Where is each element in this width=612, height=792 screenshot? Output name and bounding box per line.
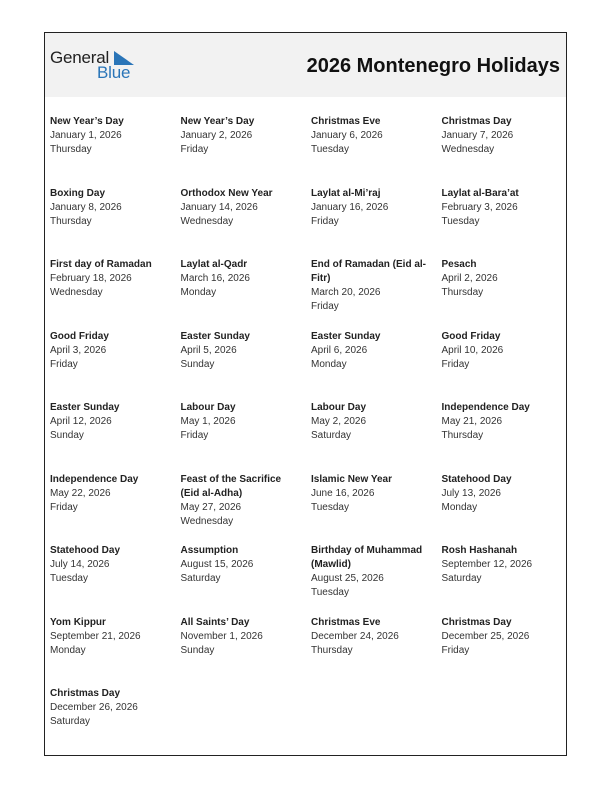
holiday-date: January 1, 2026 xyxy=(50,130,122,141)
holiday-name: First day of Ramadan xyxy=(50,259,152,270)
holiday-name: Boxing Day xyxy=(50,187,106,199)
holiday-name: Laylat al-Mi’raj xyxy=(311,187,381,199)
holiday-date: May 27, 2026 xyxy=(180,501,242,513)
holiday-name: All Saints’ Day xyxy=(180,616,250,628)
holiday-date: January 2, 2026 xyxy=(180,130,253,141)
holiday-name: Orthodox New Year xyxy=(180,187,273,199)
holiday-entry xyxy=(50,616,181,688)
holiday-entry xyxy=(311,401,442,473)
holiday-date: May 2, 2026 xyxy=(311,416,367,427)
holiday-date: May 1, 2026 xyxy=(180,416,236,427)
holiday-entry xyxy=(181,115,312,187)
holiday-weekday: Friday xyxy=(50,358,78,370)
holiday-date: May 21, 2026 xyxy=(441,416,503,427)
logo-text-general: General xyxy=(50,48,110,67)
holiday-date: April 2, 2026 xyxy=(441,273,498,284)
holiday-weekday: Wednesday xyxy=(180,515,234,527)
holiday-name: Labour Day xyxy=(311,402,367,413)
holiday-weekday: Wednesday xyxy=(180,215,234,227)
holiday-weekday: Friday xyxy=(50,501,78,513)
holiday-date: September 12, 2026 xyxy=(441,559,533,570)
holiday-name: Christmas Eve xyxy=(311,616,381,628)
holiday-date: December 24, 2026 xyxy=(311,630,399,642)
holiday-weekday: Saturday xyxy=(180,573,221,584)
holiday-weekday: Monday xyxy=(311,358,347,370)
holiday-entry xyxy=(181,544,312,616)
holiday-entry xyxy=(442,616,568,688)
holiday-weekday: Thursday xyxy=(311,644,353,656)
holiday-entry xyxy=(50,258,181,330)
holiday-entry xyxy=(311,473,442,545)
logo-text-blue: Blue xyxy=(97,63,131,82)
holiday-weekday: Tuesday xyxy=(311,587,349,598)
holiday-weekday: Monday xyxy=(50,644,86,656)
holiday-weekday: Thursday xyxy=(50,215,92,227)
holiday-name: New Year’s Day xyxy=(180,116,255,127)
holiday-entry xyxy=(50,330,181,402)
holiday-date: April 3, 2026 xyxy=(50,344,107,356)
holiday-date: February 18, 2026 xyxy=(50,273,132,284)
holiday-weekday: Friday xyxy=(441,644,470,656)
holiday-name: Independence Day xyxy=(50,473,139,485)
holiday-entry xyxy=(311,115,442,187)
holiday-date: January 6, 2026 xyxy=(311,130,383,141)
holiday-weekday: Thursday xyxy=(50,144,92,155)
holiday-name: Easter Sunday xyxy=(50,402,120,413)
holiday-date: August 15, 2026 xyxy=(180,559,254,570)
holiday-name: Rosh Hashanah xyxy=(441,545,518,556)
holiday-date: August 25, 2026 xyxy=(311,573,384,584)
holiday-name: Christmas Eve xyxy=(311,116,381,127)
holiday-weekday: Friday xyxy=(311,215,339,227)
holiday-weekday: Friday xyxy=(441,358,470,370)
holiday-weekday: Monday xyxy=(441,501,478,513)
holiday-weekday: Saturday xyxy=(50,716,91,727)
holiday-weekday: Saturday xyxy=(441,573,482,584)
holiday-entry xyxy=(442,330,568,402)
holiday-grid xyxy=(50,115,567,756)
holiday-entry xyxy=(311,544,442,616)
holiday-date: January 14, 2026 xyxy=(180,201,258,213)
holiday-date: April 6, 2026 xyxy=(311,344,368,356)
holiday-name: Pesach xyxy=(441,259,477,270)
holiday-weekday: Sunday xyxy=(180,358,215,370)
holiday-entry xyxy=(311,616,442,688)
holiday-entry xyxy=(181,401,312,473)
holiday-name: Labour Day xyxy=(180,402,236,413)
holiday-date: December 25, 2026 xyxy=(441,630,530,642)
holiday-name: Statehood Day xyxy=(50,545,121,556)
page-frame xyxy=(44,32,567,756)
holiday-entry xyxy=(50,115,181,187)
holiday-date: January 8, 2026 xyxy=(50,201,122,213)
holiday-weekday: Thursday xyxy=(441,430,484,441)
holiday-name: Laylat al-Bara’at xyxy=(441,187,519,199)
holiday-entry xyxy=(50,687,181,756)
holiday-date: February 3, 2026 xyxy=(441,201,518,213)
holiday-entry xyxy=(311,187,442,259)
holiday-name: Good Friday xyxy=(441,330,501,342)
holiday-date: March 16, 2026 xyxy=(180,273,250,284)
holiday-name: Statehood Day xyxy=(441,473,512,485)
holiday-entry xyxy=(50,401,181,473)
holiday-entry xyxy=(50,187,181,259)
holiday-date: April 5, 2026 xyxy=(180,344,237,356)
header-band xyxy=(45,33,566,97)
holiday-date: May 22, 2026 xyxy=(50,487,111,499)
holiday-date: January 7, 2026 xyxy=(441,130,514,141)
holiday-entry xyxy=(442,258,568,330)
holiday-name: Independence Day xyxy=(441,402,530,413)
holiday-name: End of Ramadan (Eid al-Fitr) xyxy=(311,259,427,284)
holiday-weekday: Friday xyxy=(180,144,209,155)
holiday-weekday: Wednesday xyxy=(441,144,495,155)
holiday-date: July 13, 2026 xyxy=(441,487,501,499)
holiday-weekday: Sunday xyxy=(50,430,84,441)
holiday-name: Laylat al-Qadr xyxy=(180,259,248,270)
holiday-date: April 12, 2026 xyxy=(50,416,112,427)
holiday-entry xyxy=(442,401,568,473)
holiday-name: Yom Kippur xyxy=(50,616,106,628)
holiday-name: Christmas Day xyxy=(441,116,512,127)
holiday-date: March 20, 2026 xyxy=(311,287,381,298)
holiday-weekday: Monday xyxy=(180,287,217,298)
holiday-name: Feast of the Sacrifice (Eid al-Adha) xyxy=(180,473,282,499)
holiday-name: Good Friday xyxy=(50,330,109,342)
holiday-entry xyxy=(311,258,442,330)
holiday-entry xyxy=(181,616,312,688)
holiday-entry xyxy=(442,473,568,545)
holiday-entry xyxy=(50,544,181,616)
holiday-weekday: Tuesday xyxy=(441,215,480,227)
holiday-weekday: Saturday xyxy=(311,430,352,441)
generalblue-logo[interactable] xyxy=(50,49,140,83)
holiday-entry xyxy=(181,258,312,330)
holiday-name: Islamic New Year xyxy=(311,473,392,485)
holiday-entry xyxy=(442,187,568,259)
holiday-name: Assumption xyxy=(180,545,239,556)
holiday-date: December 26, 2026 xyxy=(50,702,138,713)
holiday-date: June 16, 2026 xyxy=(311,487,375,499)
holiday-weekday: Tuesday xyxy=(311,501,349,513)
holiday-weekday: Wednesday xyxy=(50,287,103,298)
holiday-date: September 21, 2026 xyxy=(50,630,141,642)
holiday-entry xyxy=(442,544,568,616)
holiday-name: New Year’s Day xyxy=(50,116,124,127)
holiday-weekday: Tuesday xyxy=(311,144,349,155)
holiday-name: Birthday of Muhammad (Mawlid) xyxy=(311,545,423,570)
holiday-name: Christmas Day xyxy=(441,616,512,628)
holiday-name: Easter Sunday xyxy=(180,330,250,342)
holiday-entry xyxy=(442,115,568,187)
holiday-date: July 14, 2026 xyxy=(50,559,110,570)
holiday-weekday: Tuesday xyxy=(50,573,88,584)
holiday-entry xyxy=(181,187,312,259)
holiday-entry xyxy=(311,330,442,402)
holiday-name: Easter Sunday xyxy=(311,330,381,342)
holiday-entry xyxy=(181,473,312,545)
holiday-entry xyxy=(50,473,181,545)
page-title: 2026 Montenegro Holidays xyxy=(306,55,560,77)
holiday-date: April 10, 2026 xyxy=(441,344,504,356)
holiday-weekday: Friday xyxy=(311,301,339,312)
holiday-weekday: Thursday xyxy=(441,287,484,298)
holiday-name: Christmas Day xyxy=(50,688,121,699)
holiday-date: January 16, 2026 xyxy=(311,201,389,213)
holiday-date: November 1, 2026 xyxy=(180,630,263,642)
holiday-weekday: Friday xyxy=(180,430,209,441)
holiday-entry xyxy=(181,330,312,402)
holiday-weekday: Sunday xyxy=(180,644,215,656)
